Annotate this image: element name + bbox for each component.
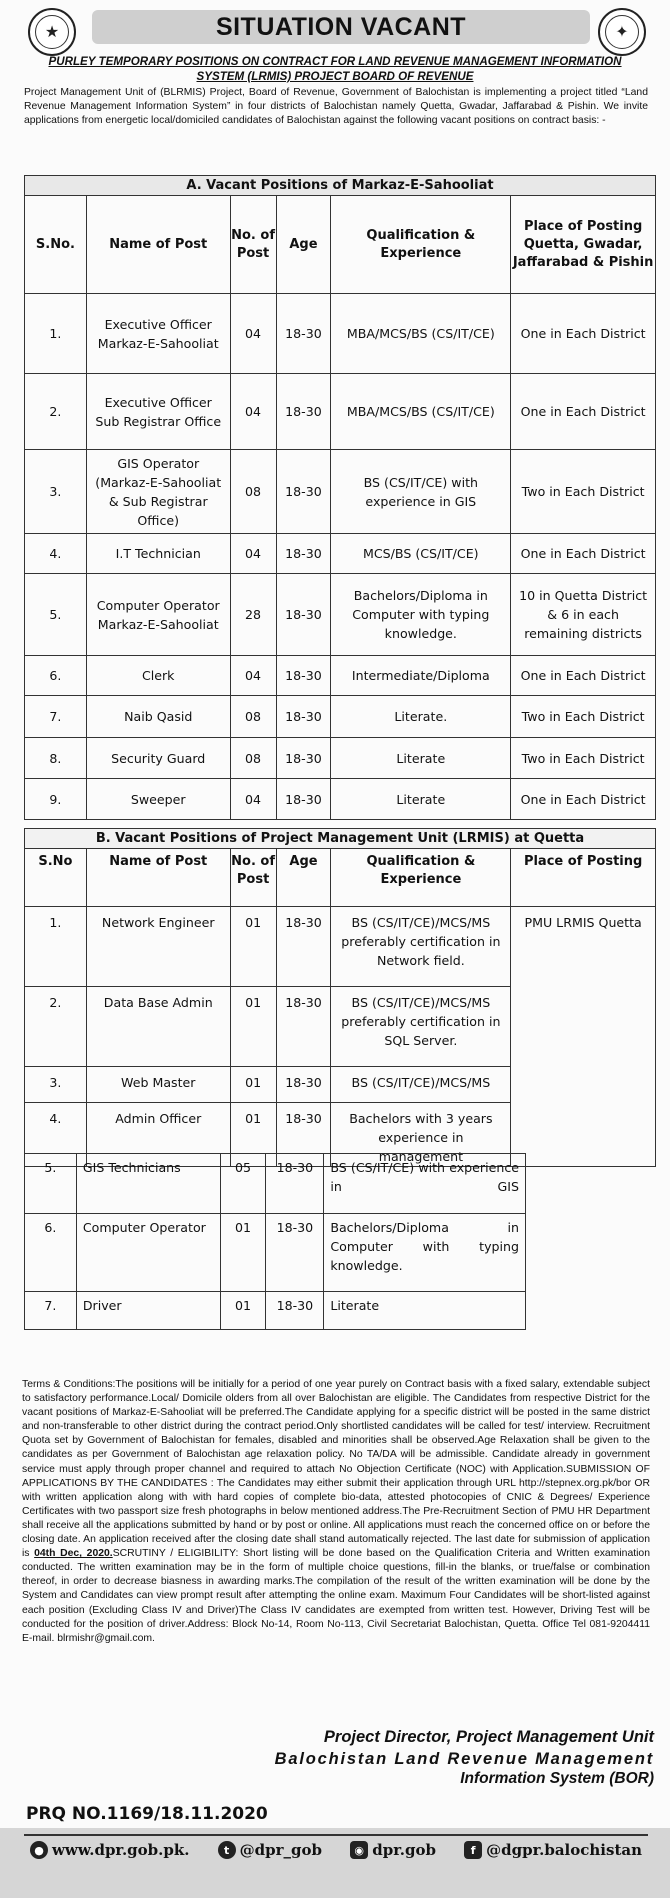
- cell-num: 08: [230, 696, 276, 738]
- cell-post: Admin Officer: [86, 1103, 230, 1167]
- cell-qual: Intermediate/Diploma: [331, 656, 511, 696]
- cell-post: Clerk: [86, 656, 230, 696]
- cell-age: 18-30: [276, 907, 331, 987]
- cell-num: 04: [230, 534, 276, 574]
- cell-num: 05: [220, 1154, 266, 1214]
- terms-text-part2: SCRUTINY / ELIGIBILITY: Short listing will be done based on the Qualification Criteria and Written examination conducted. The written examination may be in the form of multiple choice questions, fill-in the blanks, or true/false or combination thereof, in order to decrease biasness in awarding marks.The compilation of the result of the written examination will be done by the System and Candidates can view prompt result after attempting the online exam. Maximum Four Candidates will be short-listed against each position (Excluding Class IV and Driver)The Class IV candidates are exempted from written test. However, Driving Test will be conducted for the position of driver.Address: Block No-14, Room No-113, Civil Secretariat Balochistan, Quetta. Office Tel 081-9204411 E-mail. blrmishr@gmail.com.: [22, 1548, 650, 1644]
- header-post: Name of Post: [86, 196, 230, 294]
- header-qual: Qualification & Experience: [331, 196, 511, 294]
- cell-age: 18-30: [276, 1067, 331, 1103]
- cell-qual: BS (CS/IT/CE) with experience in GIS: [324, 1154, 526, 1214]
- instagram-icon: ◉: [350, 1841, 368, 1859]
- header-place: Place of Posting Quetta, Gwadar, Jaffarabad & Pishin: [511, 196, 656, 294]
- cell-place: One in Each District: [511, 779, 656, 820]
- terms-and-conditions: [22, 1378, 650, 1646]
- cell-sno: 6.: [25, 656, 87, 696]
- cell-place: Two in Each District: [511, 450, 656, 534]
- header-qual: Qualification & Experience: [331, 849, 511, 907]
- cell-post: Security Guard: [86, 738, 230, 779]
- cell-qual: BS (CS/IT/CE) with experience in GIS: [331, 450, 511, 534]
- header-place: Place of Posting: [511, 849, 656, 907]
- table-row: [25, 294, 656, 374]
- cell-age: 18-30: [266, 1154, 324, 1214]
- cell-sno: 4.: [25, 1103, 87, 1167]
- header-num: No. of Post: [230, 196, 276, 294]
- cell-post: GIS Operator (Markaz-E-Sahooliat & Sub Registrar Office): [86, 450, 230, 534]
- cell-age: 18-30: [266, 1292, 324, 1330]
- table-row: [25, 779, 656, 820]
- revenue-seal-logo: [598, 8, 646, 56]
- cell-sno: 6.: [25, 1214, 77, 1292]
- footer-instagram[interactable]: [350, 1841, 436, 1859]
- cell-place: PMU LRMIS Quetta: [511, 907, 656, 1167]
- footer-website[interactable]: [30, 1841, 189, 1859]
- cell-sno: 4.: [25, 534, 87, 574]
- cell-sno: 8.: [25, 738, 87, 779]
- cell-sno: 1.: [25, 907, 87, 987]
- cell-place: One in Each District: [511, 294, 656, 374]
- cell-post: Computer Operator Markaz-E-Sahooliat: [86, 574, 230, 656]
- cell-num: 04: [230, 294, 276, 374]
- cell-age: 18-30: [266, 1214, 324, 1292]
- table-section-b: [24, 828, 656, 1167]
- header-sno: S.No: [25, 849, 87, 907]
- cell-place: Two in Each District: [511, 696, 656, 738]
- cell-post: GIS Technicians: [76, 1154, 220, 1214]
- header-sno: S.No.: [25, 196, 87, 294]
- cell-qual: BS (CS/IT/CE)/MCS/MS preferably certification in SQL Server.: [331, 987, 511, 1067]
- table-section-a: [24, 175, 656, 820]
- cell-qual: Literate: [331, 738, 511, 779]
- cell-qual: Bachelors with 3 years experience in management: [331, 1103, 511, 1167]
- table-row: [25, 1214, 526, 1292]
- table-row: [25, 374, 656, 450]
- page-title: SITUATION VACANT: [92, 10, 590, 44]
- cell-post: Naib Qasid: [86, 696, 230, 738]
- cell-num: 28: [230, 574, 276, 656]
- intro-paragraph: Project Management Unit of (BLRMIS) Project, Board of Revenue, Government of Balochistan is implementing a project titled “Land Revenue Management Information System” in four districts of Balochistan namely Quetta, Gwadar, Jaffarabad & Pishin. We invite applications from energetic local/domiciled candidates of Balochistan against the following vacant positions on contract basis: -: [24, 87, 648, 127]
- table-row: [25, 696, 656, 738]
- cell-post: Network Engineer: [86, 907, 230, 987]
- cell-age: 18-30: [276, 574, 331, 656]
- prq-number: PRQ NO.1169/18.11.2020: [26, 1804, 268, 1824]
- cell-num: 04: [230, 779, 276, 820]
- cell-qual: Bachelors/Diploma in Computer with typing knowledge.: [324, 1214, 526, 1292]
- govt-emblem-logo: [28, 8, 76, 56]
- cell-sno: 2.: [25, 374, 87, 450]
- header-age: Age: [276, 196, 331, 294]
- cell-post: Web Master: [86, 1067, 230, 1103]
- table-row: [25, 738, 656, 779]
- cell-qual: Bachelors/Diploma in Computer with typing knowledge.: [331, 574, 511, 656]
- cell-age: 18-30: [276, 534, 331, 574]
- cell-place: One in Each District: [511, 534, 656, 574]
- cell-post: I.T Technician: [86, 534, 230, 574]
- cell-post: Computer Operator: [76, 1214, 220, 1292]
- cell-num: 01: [220, 1292, 266, 1330]
- cell-place: One in Each District: [511, 374, 656, 450]
- header-post: Name of Post: [86, 849, 230, 907]
- cell-num: 04: [230, 374, 276, 450]
- terms-text-part1: Terms & Conditions:The positions will be initially for a period of one year purely on Contract basis with a fixed salary, extendable subject to satisfactory performance.Local/ Domicile olders from all over Balochistan are eligible. The Candidates from respective District for the vacant positions of Markaz-E-Sahooliat will be preferred.The Candidate applying for a specific district will be posted in the same district and non-transferable to other district during the contract period.Only shortlisted candidates will be called for test/ interview. Recruitment Quota set by Government of Balochistan for females, disabled and minorities shall be observed.Age Relaxation shall be given to the candidates as per Government of Balochistan age relaxation policy. No TA/DA will be admissible. Candidate already in government service must apply through proper channel and required to attach No Objection Certificate (NOC) with Application.SUBMISSION OF APPLICATIONS BY THE CANDIDATES : The Candidates may either submit their application through URL http://stepnex.org.pk/bor OR with written application along with with hard copies of complete bio-data, attested photocopies of CNIC & Degrees/ Experience Certificates with two passport size fresh photographs in below mentioned address.The Pre-Recruitment Section of PMU HR Department shall receive all the applications submitted by hand or by post or online. All applications must reach the concerned office on or before the closing date. An application received after the closing date shall stand automatically rejected. The last date for submission of application is: [22, 1379, 650, 1560]
- cell-age: 18-30: [276, 294, 331, 374]
- cell-sno: 7.: [25, 696, 87, 738]
- cell-place: One in Each District: [511, 656, 656, 696]
- emblem-icon: ★: [35, 15, 69, 49]
- table-header-row: [25, 196, 656, 294]
- globe-icon: ●: [30, 1841, 48, 1859]
- cell-post: Executive Officer Markaz-E-Sahooliat: [86, 294, 230, 374]
- subtitle: PURLEY TEMPORARY POSITIONS ON CONTRACT FOR LAND REVENUE MANAGEMENT INFORMATION SYSTEM (LRMIS) PROJECT BOARD OF REVENUE: [48, 55, 622, 83]
- instagram-text: dpr.gob: [372, 1841, 436, 1859]
- deadline-date: 04th Dec, 2020.: [34, 1548, 113, 1560]
- footer: [0, 1828, 670, 1898]
- table-row: [25, 1292, 526, 1330]
- cell-place: 10 in Quetta District & 6 in each remaining districts: [511, 574, 656, 656]
- cell-qual: MBA/MCS/BS (CS/IT/CE): [331, 294, 511, 374]
- cell-num: 08: [230, 738, 276, 779]
- cell-age: 18-30: [276, 450, 331, 534]
- cell-place: Two in Each District: [511, 738, 656, 779]
- footer-facebook[interactable]: [464, 1841, 642, 1859]
- table-section-b-continued: [24, 1153, 526, 1330]
- cell-age: 18-30: [276, 696, 331, 738]
- signature-line-2: Balochistan Land Revenue Management: [274, 1750, 654, 1768]
- cell-num: 04: [230, 656, 276, 696]
- cell-qual: Literate.: [331, 696, 511, 738]
- cell-sno: 2.: [25, 987, 87, 1067]
- cell-sno: 5.: [25, 574, 87, 656]
- website-text: www.dpr.gob.pk.: [52, 1841, 190, 1859]
- cell-sno: 9.: [25, 779, 87, 820]
- cell-post: Sweeper: [86, 779, 230, 820]
- table-row: [25, 656, 656, 696]
- cell-post: Executive Officer Sub Registrar Office: [86, 374, 230, 450]
- cell-age: 18-30: [276, 779, 331, 820]
- section-a-title: A. Vacant Positions of Markaz-E-Sahooliat: [25, 176, 656, 196]
- cell-num: 01: [230, 987, 276, 1067]
- cell-qual: BS (CS/IT/CE)/MCS/MS: [331, 1067, 511, 1103]
- twitter-icon: t: [218, 1841, 236, 1859]
- cell-sno: 7.: [25, 1292, 77, 1330]
- cell-age: 18-30: [276, 987, 331, 1067]
- signature-line-3: Information System (BOR): [460, 1770, 654, 1787]
- header-age: Age: [276, 849, 331, 907]
- seal-icon: ✦: [605, 15, 639, 49]
- cell-num: 01: [230, 907, 276, 987]
- facebook-text: @dgpr.balochistan: [486, 1841, 642, 1859]
- cell-qual: Literate: [324, 1292, 526, 1330]
- footer-twitter[interactable]: [218, 1841, 322, 1859]
- cell-num: 01: [220, 1214, 266, 1292]
- header-num: No. of Post: [230, 849, 276, 907]
- cell-sno: 3.: [25, 1067, 87, 1103]
- table-header-row: [25, 849, 656, 907]
- cell-qual: MBA/MCS/BS (CS/IT/CE): [331, 374, 511, 450]
- cell-qual: Literate: [331, 779, 511, 820]
- cell-age: 18-30: [276, 374, 331, 450]
- cell-age: 18-30: [276, 1103, 331, 1167]
- cell-qual: MCS/BS (CS/IT/CE): [331, 534, 511, 574]
- cell-post: Data Base Admin: [86, 987, 230, 1067]
- cell-age: 18-30: [276, 656, 331, 696]
- section-b-title: B. Vacant Positions of Project Management Unit (LRMIS) at Quetta: [25, 829, 656, 849]
- twitter-text: @dpr_gob: [239, 1841, 323, 1859]
- cell-num: 08: [230, 450, 276, 534]
- table-row: [25, 574, 656, 656]
- cell-age: 18-30: [276, 738, 331, 779]
- cell-post: Driver: [76, 1292, 220, 1330]
- table-row: [25, 907, 656, 987]
- signature-line-1: Project Director, Project Management Unit: [323, 1728, 654, 1746]
- cell-sno: 1.: [25, 294, 87, 374]
- table-row: [25, 534, 656, 574]
- cell-num: 01: [230, 1103, 276, 1167]
- cell-qual: BS (CS/IT/CE)/MCS/MS preferably certification in Network field.: [331, 907, 511, 987]
- cell-sno: 5.: [25, 1154, 77, 1214]
- facebook-icon: f: [464, 1841, 482, 1859]
- table-row: [25, 1154, 526, 1214]
- table-row: [25, 450, 656, 534]
- cell-sno: 3.: [25, 450, 87, 534]
- footer-bar: [24, 1834, 648, 1864]
- cell-num: 01: [230, 1067, 276, 1103]
